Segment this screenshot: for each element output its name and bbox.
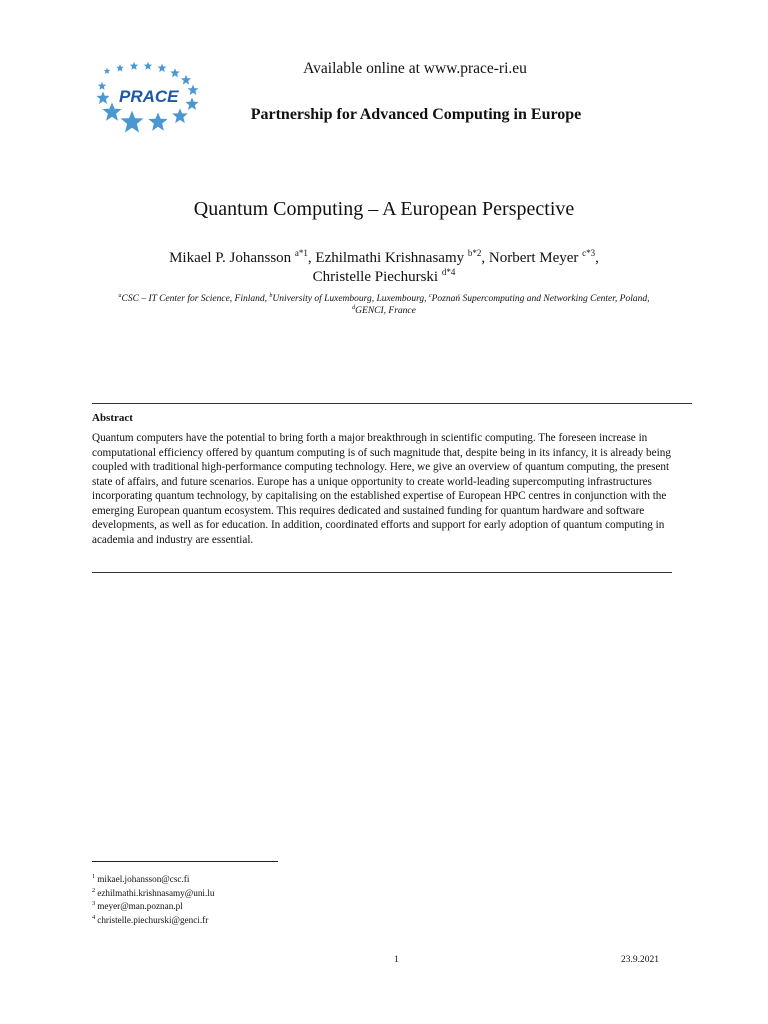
affiliation-mark: d (352, 305, 356, 311)
footnote-mark: 2 (92, 886, 96, 894)
footnote-mark: 4 (92, 913, 96, 921)
footnote (92, 873, 214, 887)
author-mark: a*1 (294, 248, 308, 258)
author-name: Norbert Meyer (488, 250, 579, 266)
footnote-mark: 1 (92, 873, 96, 880)
footnote-email: mikael.johansson@csc.fi (97, 874, 190, 884)
partnership-heading: Partnership for Advanced Computing in Europe (250, 106, 582, 123)
footnote-email: meyer@man.poznan.pl (97, 901, 183, 911)
author-separator: , (307, 250, 316, 266)
author-name: Ezhilmathi Krishnasamy (315, 250, 465, 266)
abstract-text: Quantum computers have the potential to bring forth a major breakthrough in scientific computing. The foreseen increase in computational efficiency offered by quantum computing is of such magnitude that, despite being in its infancy, it is already being coupled with traditional high-performance computing technology. Here, we give an overview of quantum computing, the present state of affairs, and future scenarios. Europe has a unique opportunity to create world-leading supercomputing infrastructures incorporating quantum technology, by capitalising on the established expertise of European HPC centres in conjunction with the emerging European quantum ecosystem. This requires dedicated and sustained funding for quantum hardware and software developments, as well as for education. In addition, coordinated efforts and support for early adoption of quantum computing in academia and industry are essential. (92, 432, 671, 546)
author-separator: , (595, 250, 599, 266)
author-mark: d*4 (441, 267, 456, 277)
footnote-email: ezhilmathi.krishnasamy@uni.lu (97, 887, 215, 898)
footnote-email: christelle.piechurski@genci.fr (97, 914, 209, 925)
footnote (92, 914, 214, 928)
affiliation-mark: c (428, 293, 432, 299)
prace-logo-text: PRACE (119, 87, 179, 106)
author-list (0, 249, 768, 287)
footnote (92, 887, 214, 901)
author-name: Mikael P. Johansson (169, 250, 292, 266)
affiliation: GENCI, France (355, 306, 416, 316)
page-number: 1 (394, 955, 399, 965)
paper-title: Quantum Computing – A European Perspective (193, 198, 575, 220)
footnote-rule (92, 861, 278, 862)
abstract-heading: Abstract (92, 412, 133, 424)
affiliation: Poznań Supercomputing and Networking Center, Poland, (431, 294, 650, 304)
abstract-bottom-rule (92, 572, 672, 573)
footnote (92, 900, 214, 914)
footnotes (92, 873, 214, 927)
affiliation-mark: a (118, 293, 122, 299)
abstract-top-rule (92, 403, 692, 404)
affiliation-mark: b (269, 293, 273, 299)
affiliations (0, 293, 768, 317)
author-separator: , (481, 250, 489, 266)
affiliation: CSC – IT Center for Science, Finland, (121, 294, 270, 304)
author-name: Christelle Piechurski (312, 269, 439, 285)
available-online-line: Available online at www.prace-ri.eu (303, 60, 527, 77)
footnote-mark: 3 (92, 900, 96, 907)
footer-date: 23.9.2021 (621, 955, 659, 965)
author-mark: b*2 (467, 248, 482, 258)
affiliation: University of Luxembourg, Luxembourg, (272, 294, 429, 304)
author-mark: c*3 (582, 248, 596, 258)
